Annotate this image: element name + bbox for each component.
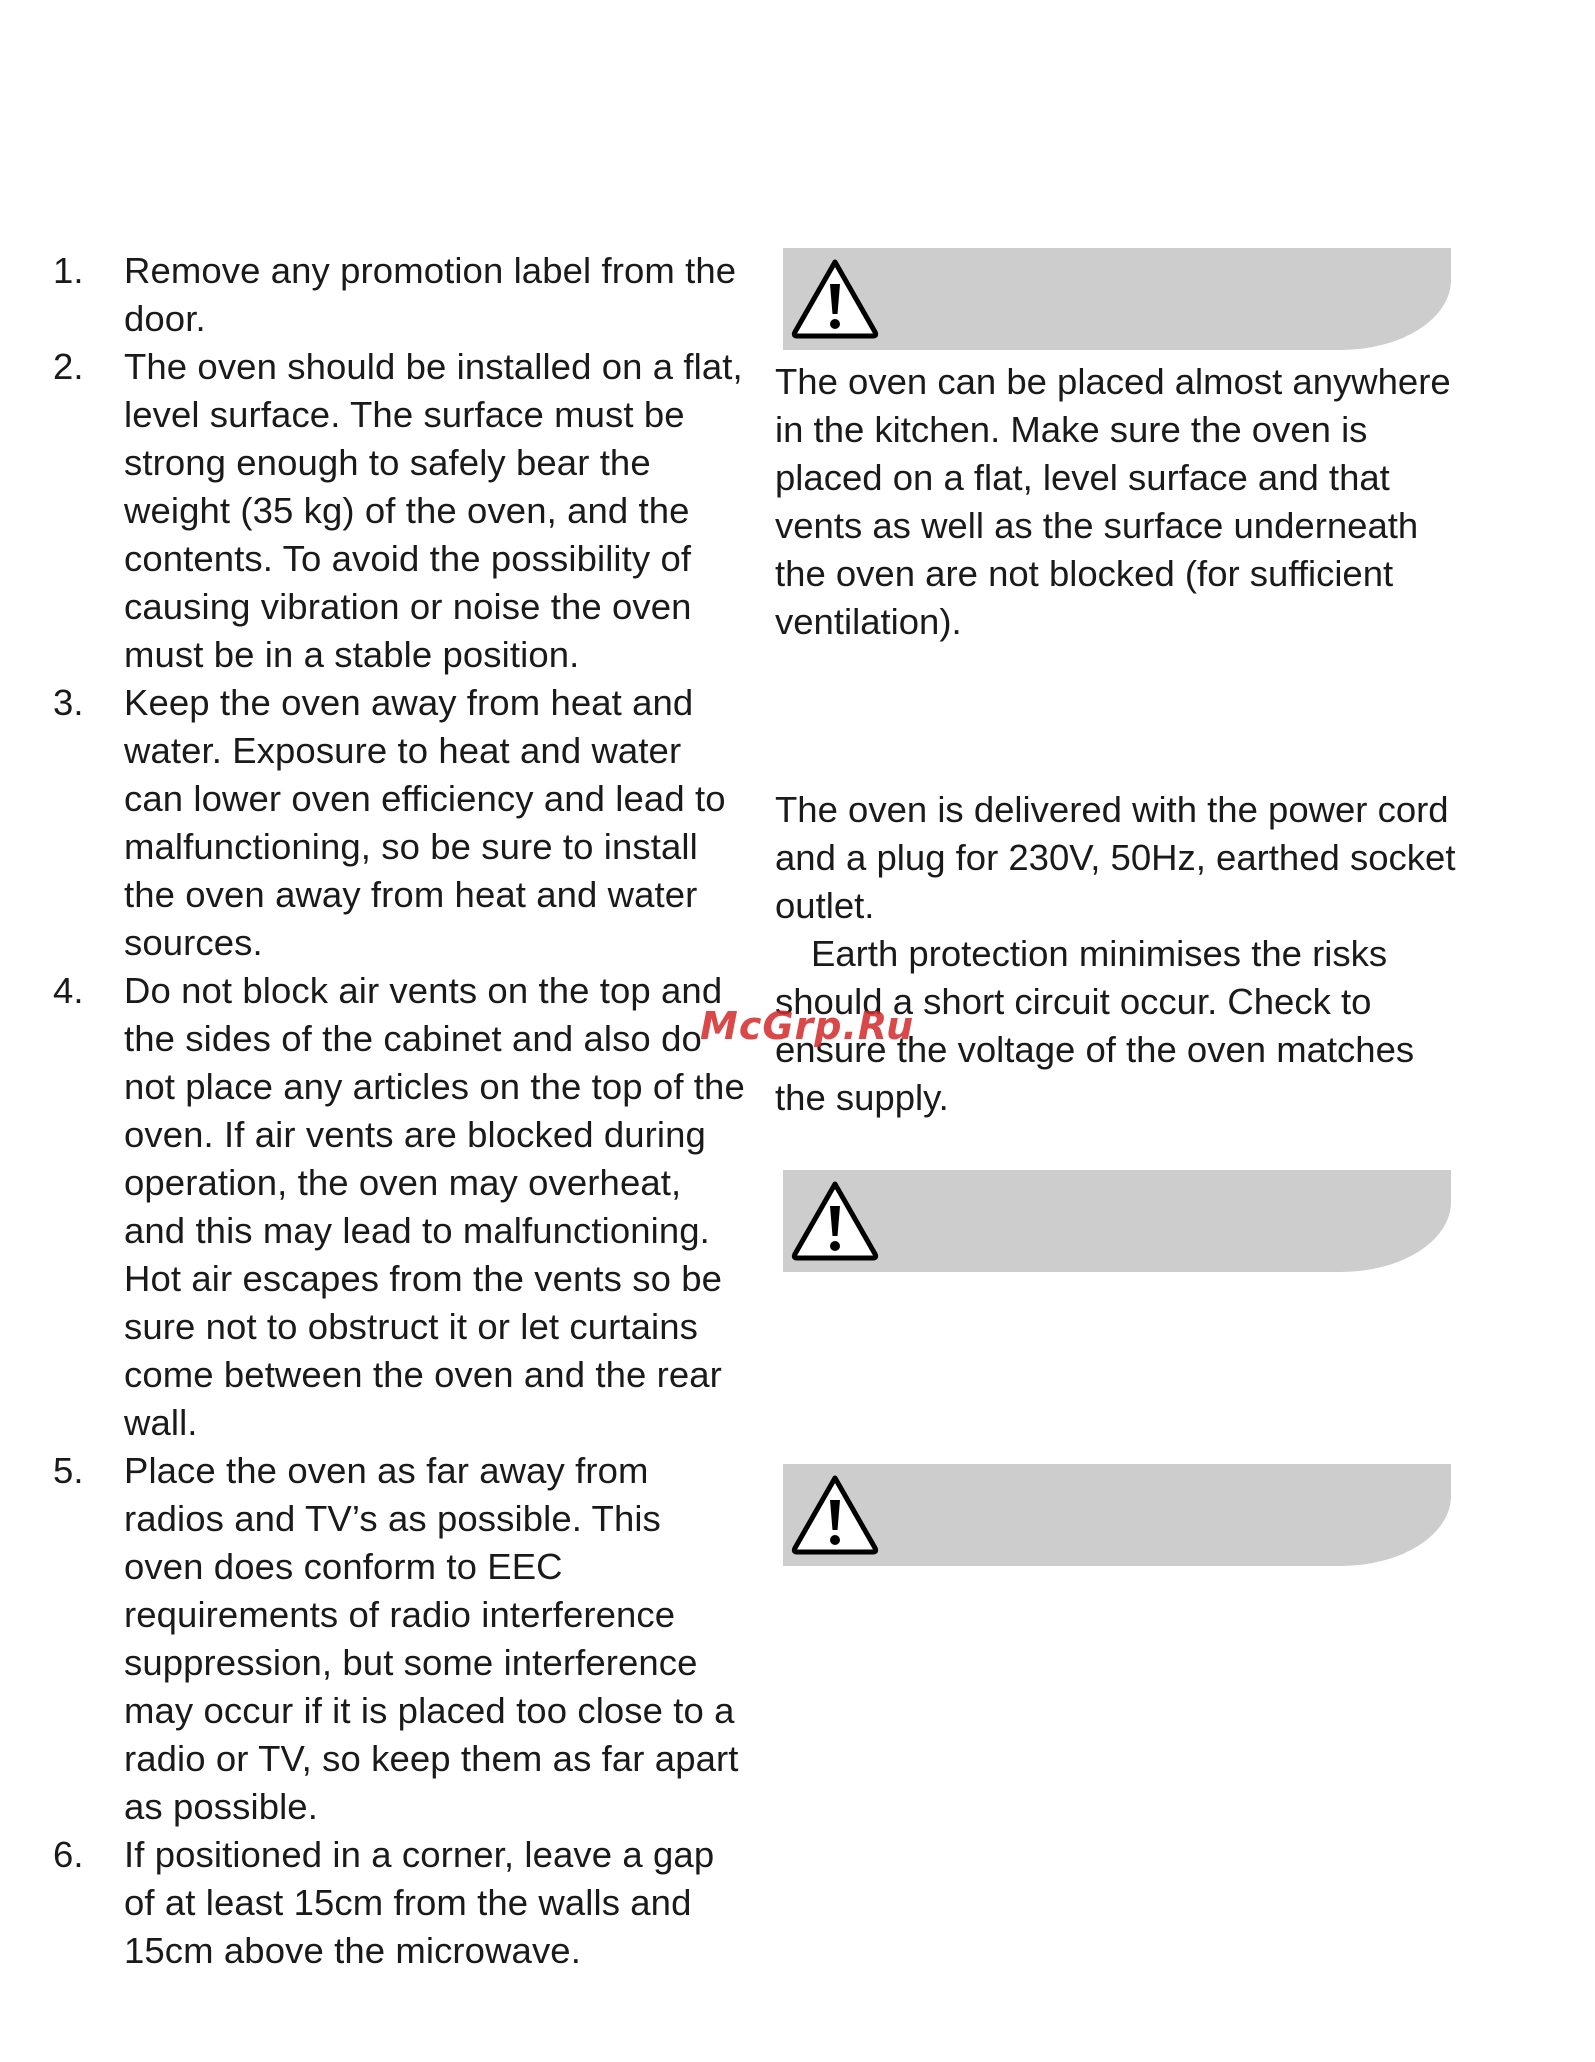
list-item-text: Remove any promotion label from the door.	[124, 250, 737, 339]
list-item	[50, 343, 750, 679]
installation-instructions-list	[50, 247, 750, 1975]
list-item-text: Place the oven as far away from radios and TV’s as possible. This oven does conform to EEC requirements of radio interference suppression, but some interference may occur if it is placed too close to a radio or TV, so keep them as far apart as possible.	[124, 1450, 739, 1827]
list-item-text: The oven should be installed on a flat, level surface. The surface must be strong enough to safely bear the weight (35 kg) of the oven, and the contents. To avoid the possibility of causing vibration or noise the oven must be in a stable position.	[124, 346, 743, 675]
warning-banner	[783, 1170, 1451, 1272]
earth-protection-paragraph: Earth protection minimises the risks should a short circuit occur. Check to ensure the voltage of the oven matches the supply.	[775, 933, 1415, 1118]
list-item	[50, 1447, 750, 1831]
list-item-text: Do not block air vents on the top and the sides of the cabinet and also do not place any articles on the top of the oven. If air vents are blocked during operation, the oven may overheat, and this may lead to malfunctioning. Hot air escapes from the vents so be sure not to obstruct it or let curtains come between the oven and the rear wall.	[124, 970, 745, 1443]
list-item-number: 5.	[53, 1450, 84, 1491]
warning-banner	[783, 248, 1451, 350]
warning-triangle-icon	[789, 1178, 881, 1262]
list-item	[50, 247, 750, 343]
list-item	[50, 967, 750, 1447]
list-item	[50, 679, 750, 967]
list-item-text: Keep the oven away from heat and water. Exposure to heat and water can lower oven efficiency and lead to malfunctioning, so be sure to install the oven away from heat and water sources.	[124, 682, 726, 963]
placement-paragraph: The oven can be placed almost anywhere in the kitchen. Make sure the oven is placed on a flat, level surface and that vents as well as the surface underneath the oven are not blocked (for sufficient ventilation).	[775, 361, 1451, 642]
list-item-number: 1.	[53, 250, 84, 291]
power-supply-paragraph: The oven is delivered with the power cord and a plug for 230V, 50Hz, earthed socket outlet.	[775, 789, 1456, 926]
watermark: McGrp.Ru	[700, 1004, 915, 1048]
list-item-number: 4.	[53, 970, 84, 1011]
list-item-number: 2.	[53, 346, 84, 387]
warning-triangle-icon	[789, 256, 881, 340]
warning-triangle-icon	[789, 1472, 881, 1556]
warning-banner	[783, 1464, 1451, 1566]
list-item	[50, 1831, 750, 1975]
list-item-text: If positioned in a corner, leave a gap of at least 15cm from the walls and 15cm above the microwave.	[124, 1834, 715, 1971]
list-item-number: 3.	[53, 682, 84, 723]
list-item-number: 6.	[53, 1834, 84, 1875]
